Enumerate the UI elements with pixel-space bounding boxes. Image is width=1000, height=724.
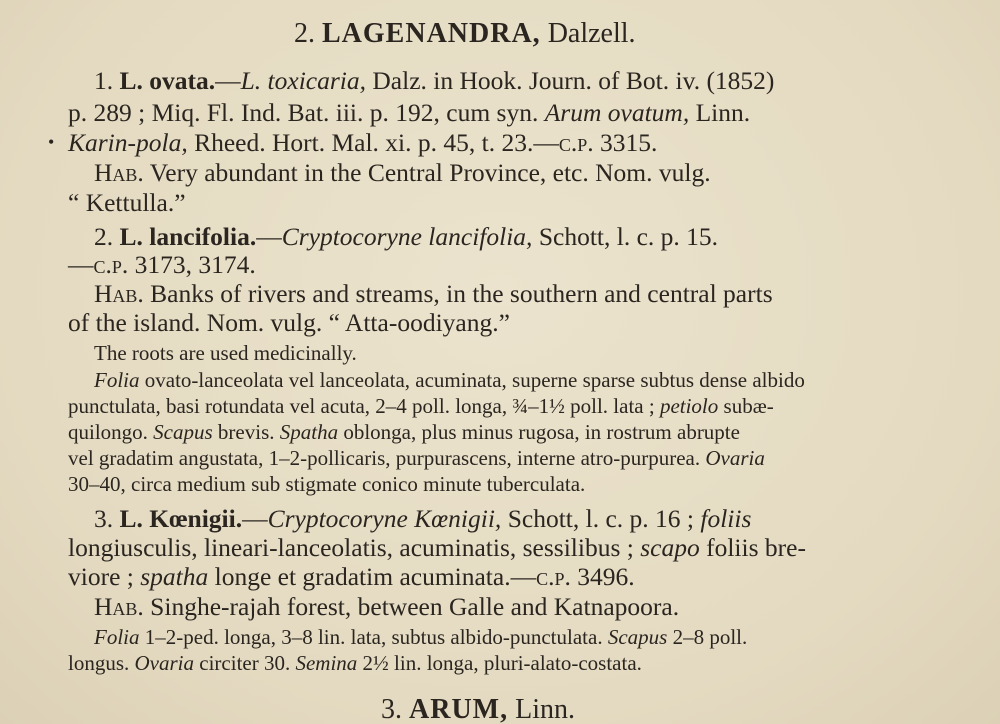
species1-habitat <box>94 160 711 186</box>
dash: — <box>256 222 282 251</box>
desc-text: longus. <box>68 651 130 675</box>
species2-habitat <box>94 281 773 307</box>
species2-desc2 <box>68 396 774 417</box>
desc-term: spatha <box>140 562 209 591</box>
genus-heading <box>294 20 636 48</box>
collection-number: 3496. <box>577 562 635 591</box>
collection-number: 3315. <box>600 128 658 157</box>
species3-desc1 <box>94 627 747 648</box>
desc-text: vel gradatim angustata, 1–2-pollicaris, purpurascens, interne atro-purpurea. <box>68 446 701 470</box>
desc-text: foliis bre- <box>706 533 806 562</box>
species2-desc5 <box>68 474 585 495</box>
desc-term: Ovaria <box>705 446 765 470</box>
species1-line2 <box>68 100 750 126</box>
desc-text: longiusculis, lineari-lanceolatis, acuminatis, sessilibus ; <box>68 533 634 562</box>
desc-term: Ovaria <box>134 651 195 675</box>
species-number: 1. <box>94 66 114 95</box>
synonym: Karin-pola, <box>68 128 188 157</box>
citation-text: p. 289 ; Miq. Fl. Ind. Bat. iii. p. 192, cum syn. <box>68 98 539 127</box>
desc-term: Semina <box>295 651 358 675</box>
stray-mark: • <box>48 132 55 152</box>
synonym: Cryptocoryne Kœnigii, <box>267 504 502 533</box>
genus-author: Dalzell. <box>547 18 636 49</box>
species2-line2 <box>68 252 256 278</box>
species-name: L. Kœnigii. <box>119 504 243 533</box>
desc-text: oblonga, plus minus rugosa, in rostrum abrupte <box>343 420 740 444</box>
species3-line2 <box>68 535 806 561</box>
species3-habitat <box>94 594 679 620</box>
citation-text: Dalz. in Hook. Journ. of Bot. iv. (1852) <box>372 66 775 95</box>
desc-term: Scapus <box>607 625 668 649</box>
desc-text: 30–40, circa medium sub stigmate conico minute tuberculata. <box>68 472 586 496</box>
desc-text: longe et gradatim acuminata.— <box>214 562 537 591</box>
desc-term: foliis <box>700 504 752 533</box>
desc-term: petiolo <box>659 394 719 418</box>
habitat-text: Very abundant in the Central Province, etc. Nom. vulg. <box>149 158 711 187</box>
habitat-text: of the island. Nom. vulg. “ Atta-oodiyang.” <box>68 308 510 337</box>
desc-text: subæ- <box>723 394 774 418</box>
species1-habitat-cont <box>68 190 186 216</box>
genus-number: 3. <box>381 694 402 724</box>
genus-author: Linn. <box>515 694 575 724</box>
habitat-label: Hab. <box>94 279 144 308</box>
species2-desc3 <box>68 422 740 443</box>
synonym: Arum ovatum, <box>544 98 690 127</box>
collection-label: c.p. <box>558 128 594 157</box>
dash: — <box>242 504 268 533</box>
citation-text: Schott, l. c. p. 16 ; <box>507 504 694 533</box>
collection-label: c.p. <box>536 562 571 591</box>
desc-text: 1–2-ped. longa, 3–8 lin. lata, subtus albido-punctulata. <box>144 625 603 649</box>
species-name: L. lancifolia. <box>119 222 257 251</box>
desc-text: quilongo. <box>68 420 148 444</box>
species3-line1 <box>94 506 751 532</box>
citation-text: Rheed. Hort. Mal. xi. p. 45, t. 23.— <box>194 128 559 157</box>
genus-number: 2. <box>294 18 315 49</box>
collection-number: 3173, 3174. <box>134 250 256 279</box>
desc-term: Folia <box>94 368 140 392</box>
species-name: L. ovata. <box>119 66 216 95</box>
habitat-label: Hab. <box>94 592 144 621</box>
species-number: 2. <box>94 222 114 251</box>
habitat-text: Singhe-rajah forest, between Galle and Katnapoora. <box>150 592 680 621</box>
desc-text: 2½ lin. longa, pluri-alato-costata. <box>362 651 642 675</box>
genus-name: LAGENANDRA, <box>322 18 541 49</box>
desc-term: Scapus <box>153 420 213 444</box>
species2-desc1 <box>94 370 805 391</box>
habitat-label: Hab. <box>94 158 144 187</box>
species1-line3 <box>68 130 657 156</box>
desc-text: 2–8 poll. <box>672 625 748 649</box>
synonym: Cryptocoryne lancifolia, <box>281 222 533 251</box>
species2-desc4 <box>68 448 765 469</box>
next-genus-heading <box>381 696 575 724</box>
species2-habitat-cont <box>68 310 510 336</box>
desc-text: brevis. <box>217 420 275 444</box>
desc-text: ovato-lanceolata vel lanceolata, acuminata, superne sparse subtus dense albido <box>144 368 805 392</box>
desc-text: viore ; <box>68 562 134 591</box>
species3-line3 <box>68 564 635 590</box>
synonym: L. toxicaria, <box>240 66 366 95</box>
note-text: The roots are used medicinally. <box>94 341 357 365</box>
species2-note <box>94 343 357 364</box>
species1-line1: 1. L. ovata.—L. toxicaria, Dalz. in Hook. Journ. of Bot. iv. (1852) <box>94 66 775 95</box>
genus-name: ARUM, <box>409 694 509 724</box>
habitat-text: “ Kettulla.” <box>68 188 186 217</box>
dash: — <box>68 250 94 279</box>
desc-text: punctulata, basi rotundata vel acuta, 2–4 poll. longa, ¾–1½ poll. lata ; <box>68 394 655 418</box>
desc-term: Spatha <box>279 420 339 444</box>
species-number: 3. <box>94 504 114 533</box>
citation-text: Linn. <box>695 98 751 127</box>
citation-text: Schott, l. c. p. 15. <box>538 222 719 251</box>
desc-text: circiter 30. <box>199 651 291 675</box>
desc-term: Folia <box>94 625 140 649</box>
desc-term: scapo <box>640 533 700 562</box>
collection-label: c.p. <box>93 250 129 279</box>
species2-line1 <box>94 224 718 250</box>
habitat-text: Banks of rivers and streams, in the southern and central parts <box>150 279 773 308</box>
species3-desc2 <box>68 653 642 674</box>
